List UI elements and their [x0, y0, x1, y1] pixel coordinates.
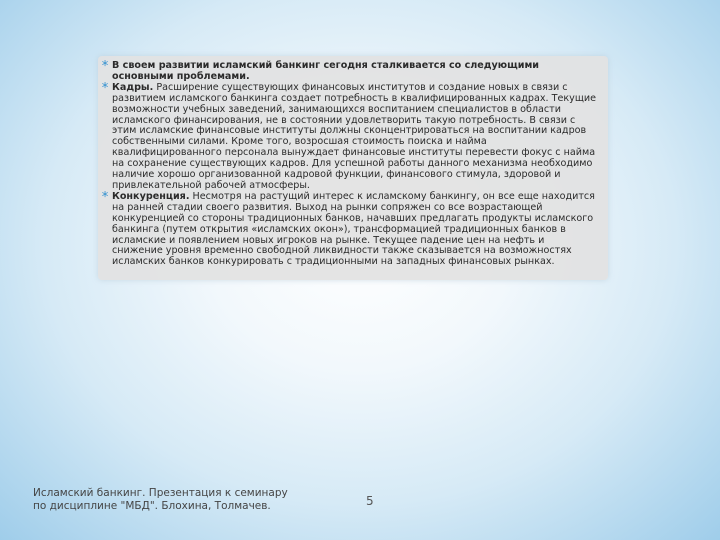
bullet-lead: Конкуренция.	[112, 190, 190, 202]
bullet-marker-icon: *	[101, 80, 109, 96]
bullet-lead: В своем развитии исламский банкинг сегодня сталкивается со следующими основными проблемами.	[112, 60, 540, 82]
footer-line-1: Исламский банкинг. Презентация к семинару	[33, 487, 288, 499]
bullet-lead: Кадры.	[112, 81, 154, 93]
bullet-marker-icon: *	[101, 189, 109, 205]
bullet-text	[112, 192, 598, 268]
bullet-marker-icon: *	[101, 59, 109, 74]
bullet-body: Расширение существующих финансовых институтов и создание новых в связи с развитием исламского банкинга создает потребность в квалифицированных кадрах. Текущие возможности учебных заведений, занимающихся воспитанием специалистов в области исламского финансирования, не в состоянии удовлетворить такую потребность. В связи с этим исламские финансовые институты должны сконцентрироваться на воспитании кадров собственными силами. Кроме того, возросшая стоимость поиска и найма квалифицированного персонала вынуждает финансовые институты перевести фокус с найма на сохранение существующих кадров. Для успешной работы данного механизма необходимо наличие хорошо организованной кадровой функции, финансового стимула, здоровой и привлекательной рабочей атмосферы.	[112, 81, 597, 191]
bullet-item	[98, 61, 598, 83]
page-number: 5	[366, 494, 374, 508]
bullet-item	[98, 80, 598, 192]
slide-content-box	[98, 56, 608, 280]
bullet-body: Несмотря на растущий интерес к исламскому банкингу, он все еще находится на ранней стадии своего развития. Выход на рынки сопряжен со все возрастающей конкуренцией со стороны традиционных банков, начавших предлагать продукты исламского банкинга (путем открытия «исламских окон»), трансформацией традиционных банков в исламские и появлением новых игроков на рынке. Текущее падение цен на нефть и снижение уровня временно свободной ликвидности также сказывается на возможностях исламских банков конкурировать с традиционными на западных финансовых рынках.	[112, 190, 595, 268]
bullet-text	[112, 61, 598, 83]
slide-footer	[33, 487, 288, 513]
bullet-item	[98, 189, 598, 268]
footer-line-2: по дисциплине "МБД". Блохина, Толмачев.	[33, 500, 271, 512]
bullet-list	[98, 61, 598, 268]
bullet-text	[112, 83, 598, 192]
